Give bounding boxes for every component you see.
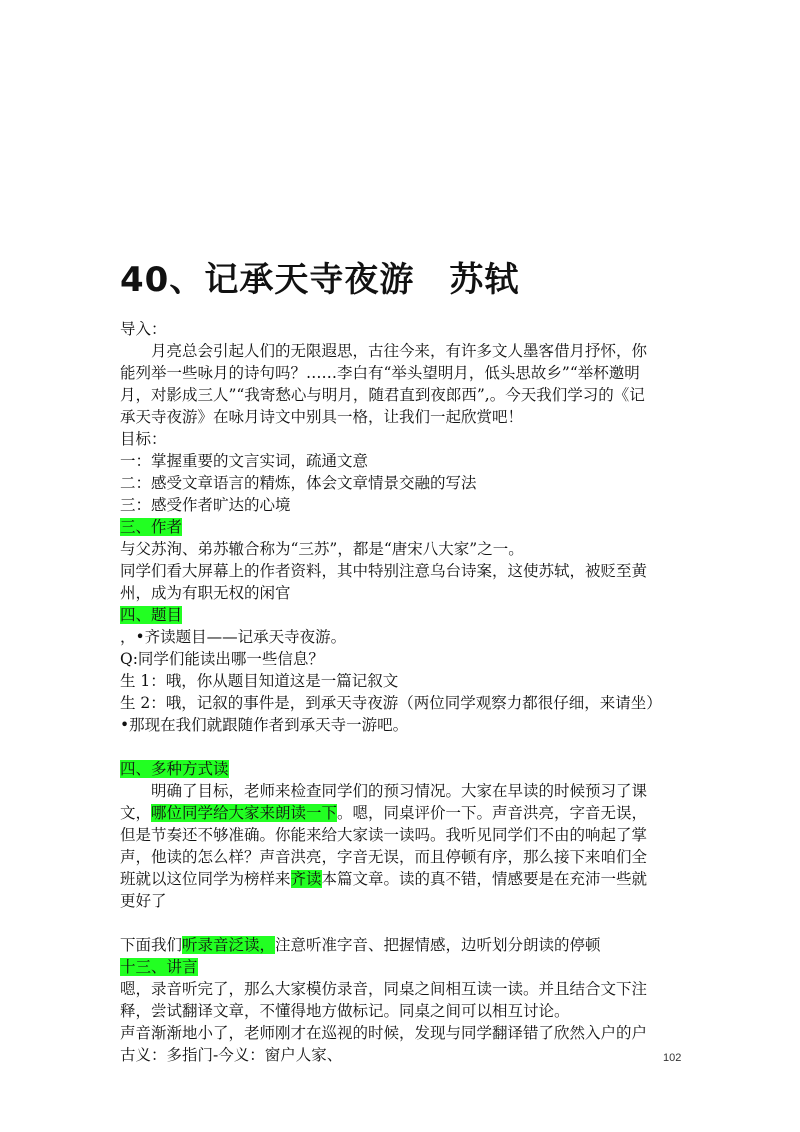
intro-line: 月亮总会引起人们的无限遐思，古往今来，有许多文人墨客借月抒怀，你 — [151, 342, 648, 360]
goal-item: 一：掌握重要的文言实词，疏通文意 — [120, 452, 369, 470]
reading-text: 。嗯，同桌评价一下。声音洪亮，字音无误， — [337, 804, 648, 822]
explain-heading: 十三、讲言 — [120, 958, 198, 976]
explain-line: 声音渐渐地小了，老师刚才在巡视的时候，发现与同学翻译错了欣然入户的户 — [120, 1024, 648, 1042]
reading-text: 文， — [120, 804, 152, 822]
topic-heading: 四、题目 — [120, 606, 183, 624]
author-line: 州，成为有职无权的闲官 — [120, 584, 291, 602]
author-line: 同学们看大屏幕上的作者资料，其中特别注意乌台诗案，这使苏轼，被贬至黄 — [120, 562, 648, 580]
intro-label: 导入： — [120, 320, 167, 338]
highlight-listen: 听录音泛读， — [182, 936, 276, 954]
explain-line: 嗯，录音听完了，那么大家模仿录音，同桌之间相互读一读。并且结合文下注 — [120, 980, 648, 998]
explain-line: 释，尝试翻译文章，不懂得地方做标记。同桌之间可以相互讨论。 — [120, 1002, 570, 1020]
topic-line: ，•齐读题目——记承天寺夜游。 — [120, 628, 347, 646]
intro-line: 月，对影成三人”“我寄愁心与明月，随君直到夜郎西”,。今天我们学习的《记 — [120, 386, 645, 404]
goals-label: 目标： — [120, 430, 167, 448]
reading-line: 更好了 — [120, 892, 167, 910]
page-number: 102 — [663, 1052, 682, 1064]
reading-line: 声，他读的怎么样？声音洪亮，字音无误，而且停顿有序，那么接下来咱们全 — [120, 848, 648, 866]
blank-line — [120, 736, 692, 758]
intro-line: 能列举一些咏月的诗句吗？……李白有“举头望明月，低头思故乡”“举杯邀明 — [120, 364, 640, 382]
blank-line — [120, 912, 692, 934]
listen-text: 注意听准字音、把握情感，边听划分朗读的停顿 — [275, 936, 601, 954]
listen-text: 下面我们 — [120, 936, 183, 954]
highlight-read-together: 齐读 — [290, 870, 322, 888]
reading-text: 班就以这位同学为榜样来 — [120, 870, 291, 888]
goal-item: 二：感受文章语言的精炼，体会文章情景交融的写法 — [120, 474, 477, 492]
author-heading: 三、作者 — [120, 518, 183, 536]
topic-line: 生 1：哦，你从题目知道这是一篇记叙文 — [120, 672, 399, 690]
topic-line: Q:同学们能读出哪一些信息？ — [120, 650, 324, 668]
highlight-read-aloud: 哪位同学给大家来朗读一下 — [151, 804, 338, 822]
goal-item: 三：感受作者旷达的心境 — [120, 496, 291, 514]
intro-line: 承天寺夜游》在咏月诗文中别具一格，让我们一起欣赏吧！ — [120, 408, 524, 426]
reading-line — [120, 802, 692, 824]
page-title: 40、记承天寺夜游 苏轼 — [120, 260, 520, 300]
document-body — [120, 318, 692, 1066]
reading-line: 明确了目标，老师来检查同学们的预习情况。大家在早读的时候预习了课 — [151, 782, 648, 800]
listen-line — [120, 934, 692, 956]
explain-line: 古义：多指门-今义：窗户人家、 — [120, 1046, 343, 1064]
reading-text: 本篇文章。读的真不错，情感要是在充沛一些就 — [321, 870, 648, 888]
author-line: 与父苏洵、弟苏辙合称为“三苏”，都是“唐宋八大家”之一。 — [120, 540, 524, 558]
reading-heading: 四、多种方式读 — [120, 760, 229, 778]
reading-line: 但是节奏还不够准确。你能来给大家读一读吗。我听见同学们不由的响起了掌 — [120, 826, 648, 844]
topic-line: 生 2：哦，记叙的事件是，到承天寺夜游（两位同学观察力都很仔细，来请坐） — [120, 694, 662, 712]
topic-line: •那现在我们就跟随作者到承天寺一游吧。 — [120, 716, 409, 734]
reading-line — [120, 868, 692, 890]
